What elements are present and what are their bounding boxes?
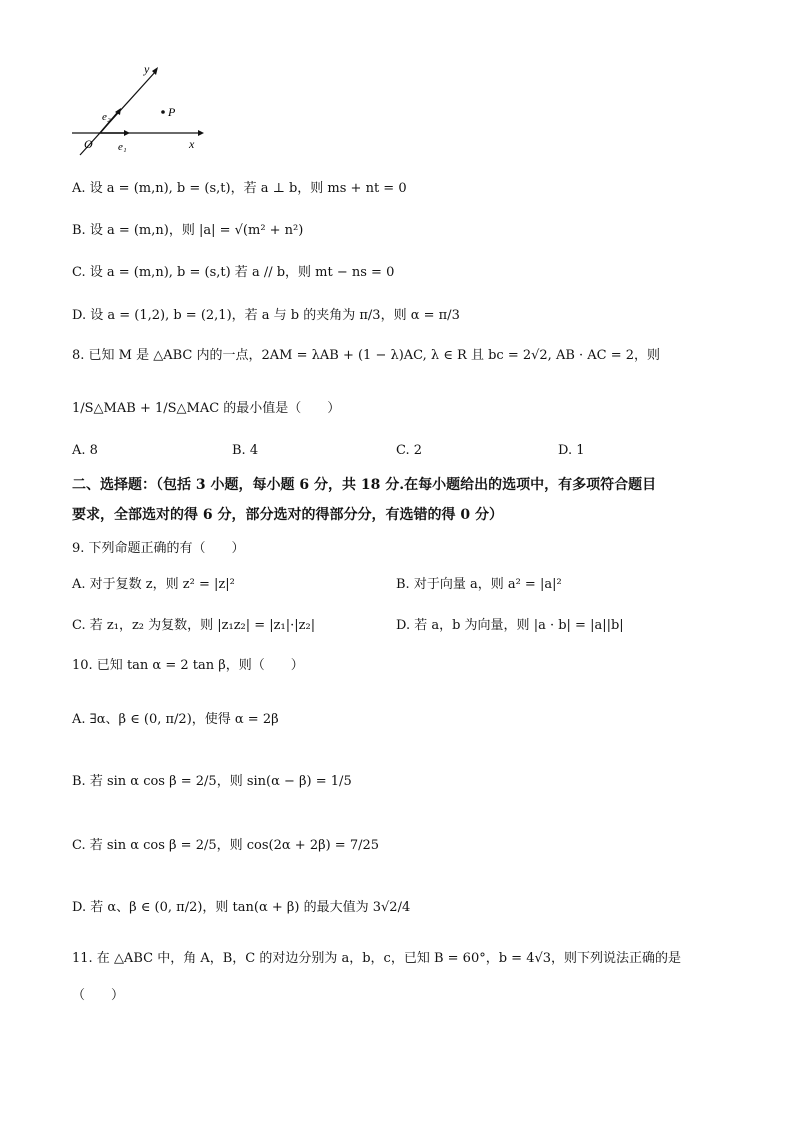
e1-arrowhead [124, 130, 130, 136]
q11-stem: 11. 在 △ABC 中，角 A，B，C 的对边分别为 a，b，c，已知 B = 60°，b = 4√3，则下列说法正确的是 [72, 951, 682, 966]
e2-label: e₂ [102, 111, 111, 123]
section2-heading-line2: 要求，全部选对的得 6 分，部分选对的得部分分，有选错的得 0 分） [72, 507, 503, 523]
q10-option-c: C. 若 sin α cos β = 2/5，则 cos(2α + 2β) = 7/25 [72, 838, 380, 853]
x-axis-arrow [198, 130, 204, 136]
q9-option-a: A. 对于复数 z，则 z² = |z|² [72, 577, 235, 592]
q7-option-a: A. 设 a = (m,n), b = (s,t)，若 a ⊥ b，则 ms + nt = 0 [72, 181, 407, 196]
q10-option-a: A. ∃α、β ∈ (0, π/2)，使得 α = 2β [72, 712, 279, 727]
q10-option-b: B. 若 sin α cos β = 2/5，则 sin(α − β) = 1/5 [72, 774, 352, 789]
q8-option-a: A. 8 [72, 443, 98, 458]
q9-stem: 9. 下列命题正确的有（ ） [72, 541, 245, 556]
q11-paren: （ ） [72, 988, 125, 1003]
point-p-label: P [168, 105, 176, 119]
q8-option-d: D. 1 [558, 443, 585, 458]
origin-label: O [84, 137, 93, 151]
y-axis-label: y [144, 62, 150, 76]
q8-option-b: B. 4 [232, 443, 259, 458]
q10-stem: 10. 已知 tan α = 2 tan β，则（ ） [72, 658, 304, 673]
q8-stem-line1: 8. 已知 M 是 △ABC 内的一点，2AM = λAB + (1 − λ)AC, λ ∈ R 且 bc = 2√2, AB · AC = 2，则 [72, 348, 661, 363]
x-axis-label: x [189, 137, 195, 151]
vector-coordinate-figure [66, 60, 216, 160]
point-p-dot [161, 110, 165, 114]
q7-option-b: B. 设 a = (m,n)，则 |a| = √(m² + n²) [72, 223, 304, 238]
q9-option-b: B. 对于向量 a，则 a² = |a|² [396, 577, 562, 592]
q8-stem-line2: 1/S△MAB + 1/S△MAC 的最小值是（ ） [72, 401, 341, 416]
q9-option-c: C. 若 z₁，z₂ 为复数，则 |z₁z₂| = |z₁|·|z₂| [72, 618, 316, 633]
section2-heading-line1: 二、选择题：（包括 3 小题，每小题 6 分，共 18 分.在每小题给出的选项中，有多项符合题目 [72, 477, 657, 493]
q8-option-c: C. 2 [396, 443, 423, 458]
q7-option-c: C. 设 a = (m,n), b = (s,t) 若 a // b，则 mt − ns = 0 [72, 265, 395, 280]
e1-label: e₁ [118, 141, 127, 153]
q9-option-d: D. 若 a，b 为向量，则 |a · b| = |a||b| [396, 618, 624, 633]
q7-option-d: D. 设 a = (1,2), b = (2,1)，若 a 与 b 的夹角为 π/3，则 α = π/3 [72, 308, 460, 323]
q10-option-d: D. 若 α、β ∈ (0, π/2)，则 tan(α + β) 的最大值为 3√2/4 [72, 900, 411, 915]
